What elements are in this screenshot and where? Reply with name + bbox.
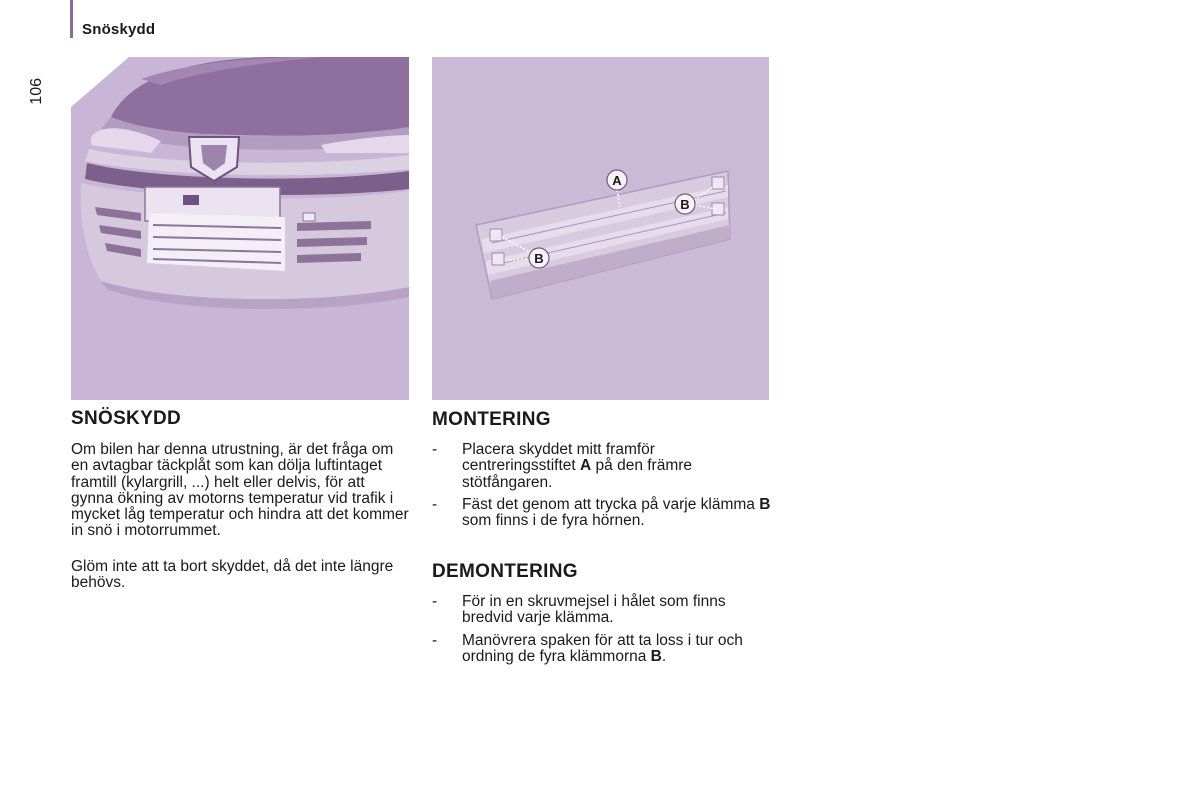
list-item	[432, 633, 772, 666]
section-heading-montering: MONTERING	[432, 409, 551, 430]
montering-step1-text-end: på den främre stötfångaren.	[462, 457, 693, 491]
page-number: 106	[28, 78, 45, 105]
pin-a-ref: A	[580, 457, 592, 475]
snow-guard-illustration	[432, 57, 769, 400]
montering-step1-text: Placera skyddet mitt framför centreringsstiftet	[462, 441, 655, 475]
clip-b-ref: B	[759, 495, 771, 513]
reminder-paragraph: Glöm inte att ta bort skyddet, då det inte längre behövs.	[71, 558, 394, 592]
demontering-step2-text: Manövrera spaken för att ta loss i tur och ordning de fyra klämmorna	[462, 631, 743, 665]
callout-a-label: A	[612, 173, 622, 188]
montering-step2-text: Fäst det genom att trycka på varje klämma	[462, 495, 760, 513]
list-dash: -	[432, 631, 438, 649]
list-item	[432, 594, 772, 627]
clip-b-ref: B	[650, 647, 662, 665]
section-heading-snoskydd: SNÖSKYDD	[71, 408, 182, 429]
section-heading-demontering: DEMONTERING	[432, 561, 578, 582]
montering-step2-text-end: som finns i de fyra hörnen.	[462, 512, 645, 530]
list-item	[432, 442, 772, 491]
callout-b-label-left: B	[534, 251, 544, 266]
intro-paragraph: Om bilen har denna utrustning, är det fråga om en avtagbar täckplåt som kan dölja luftintaget framtill (kylargrill, ...) helt eller delvis, för att gynna ökning av motorns temperatur vid trafik i mycket låg temperatur och hindra att det kommer in snö i motorrummet.	[71, 441, 409, 540]
list-dash: -	[432, 593, 438, 610]
demontering-step2-text-end: .	[661, 647, 667, 665]
list-dash: -	[432, 495, 438, 513]
demontering-steps	[432, 594, 772, 671]
montering-steps	[432, 442, 772, 535]
callout-b-label-right: B	[680, 197, 690, 212]
demontering-step1-text: För in en skruvmejsel i hålet som finns bredvid varje klämma.	[462, 593, 726, 627]
list-item	[432, 497, 772, 530]
list-dash: -	[432, 441, 438, 458]
car-front-illustration	[71, 57, 409, 400]
header-accent-bar	[70, 0, 73, 38]
page-header-title: Snöskydd	[82, 21, 156, 38]
